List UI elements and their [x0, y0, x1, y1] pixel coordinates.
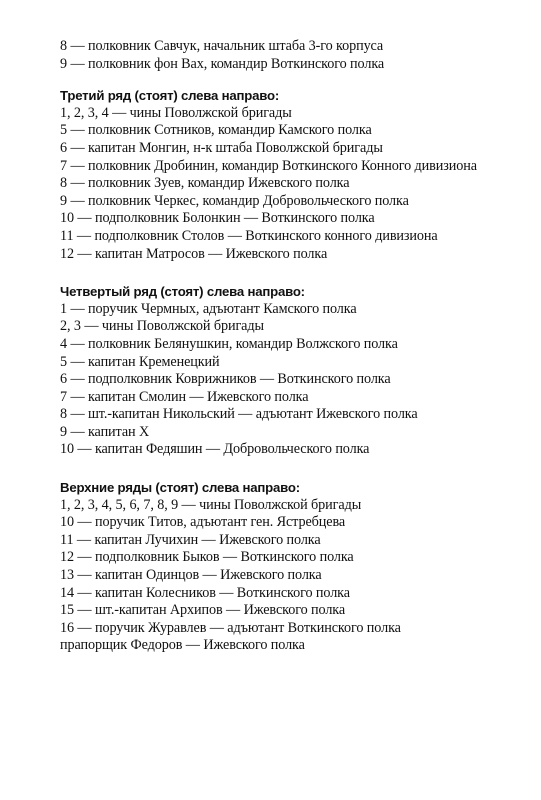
- section-upper-rows: [60, 479, 530, 655]
- intro-block: [60, 38, 530, 73]
- list-item: 6 — капитан Монгин, н-к штаба Поволжской бригады: [60, 139, 383, 156]
- list-item: 7 — капитан Смолин — Ижевского полка: [60, 388, 309, 405]
- list-item: 15 — шт.-капитан Архипов — Ижевского полка: [60, 602, 346, 619]
- list-item: 4 — полковник Белянушкин, командир Волжского полка: [60, 335, 398, 352]
- list-item: 6 — подполковник Коврижников — Воткинского полка: [60, 371, 391, 388]
- list-item: 2, 3 — чины Поволжской бригады: [60, 318, 264, 335]
- list-item: 10 — капитан Федяшин — Добровольческого полка: [60, 441, 370, 458]
- section-heading: Верхние ряды (стоят) слева направо:: [60, 480, 300, 496]
- list-item: 12 — капитан Матросов — Ижевского полка: [60, 245, 328, 262]
- list-item: 14 — капитан Колесников — Воткинского полка: [60, 584, 350, 601]
- list-item: 5 — капитан Кременецкий: [60, 353, 220, 370]
- list-item: 8 — полковник Зуев, командир Ижевского полка: [60, 175, 350, 192]
- list-item: 9 — капитан X: [60, 423, 150, 440]
- list-item: 5 — полковник Сотников, командир Камского полка: [60, 122, 372, 139]
- list-item: 1 — поручик Чермных, адъютант Камского полка: [60, 300, 357, 317]
- list-item: 7 — полковник Дробинин, командир Воткинского Конного дивизиона: [60, 157, 477, 174]
- list-item: 1, 2, 3, 4 — чины Поволжской бригады: [60, 104, 292, 121]
- section-fourth-row: [60, 283, 530, 459]
- list-item: 10 — поручик Титов, адъютант ген. Ястребцева: [60, 514, 346, 531]
- list-item: 9 — полковник фон Вах, командир Воткинского полка: [60, 55, 385, 72]
- list-item: 8 — шт.-капитан Никольский — адъютант Ижевского полка: [60, 406, 418, 423]
- list-item: 16 — поручик Журавлев — адъютант Воткинского полка: [60, 619, 401, 636]
- section-third-row: [60, 87, 530, 263]
- list-item: 9 — полковник Черкес, командир Добровольческого полка: [60, 192, 409, 209]
- list-item: 1, 2, 3, 4, 5, 6, 7, 8, 9 — чины Поволжской бригады: [60, 496, 362, 513]
- section-heading: Четвертый ряд (стоят) слева направо:: [60, 284, 305, 300]
- list-item: 11 — подполковник Столов — Воткинского конного дивизиона: [60, 227, 438, 244]
- list-item: 13 — капитан Одинцов — Ижевского полка: [60, 567, 322, 584]
- list-item: 12 — подполковник Быков — Воткинского полка: [60, 549, 354, 566]
- list-item: 10 — подполковник Болонкин — Воткинского полка: [60, 210, 375, 227]
- list-item: 8 — полковник Савчук, начальник штаба 3-го корпуса: [60, 38, 384, 54]
- list-item: 11 — капитан Лучихин — Ижевского полка: [60, 531, 321, 548]
- section-heading: Третий ряд (стоят) слева направо:: [60, 88, 280, 104]
- list-item: прапорщик Федоров — Ижевского полка: [60, 637, 305, 654]
- document-page: [60, 38, 530, 655]
